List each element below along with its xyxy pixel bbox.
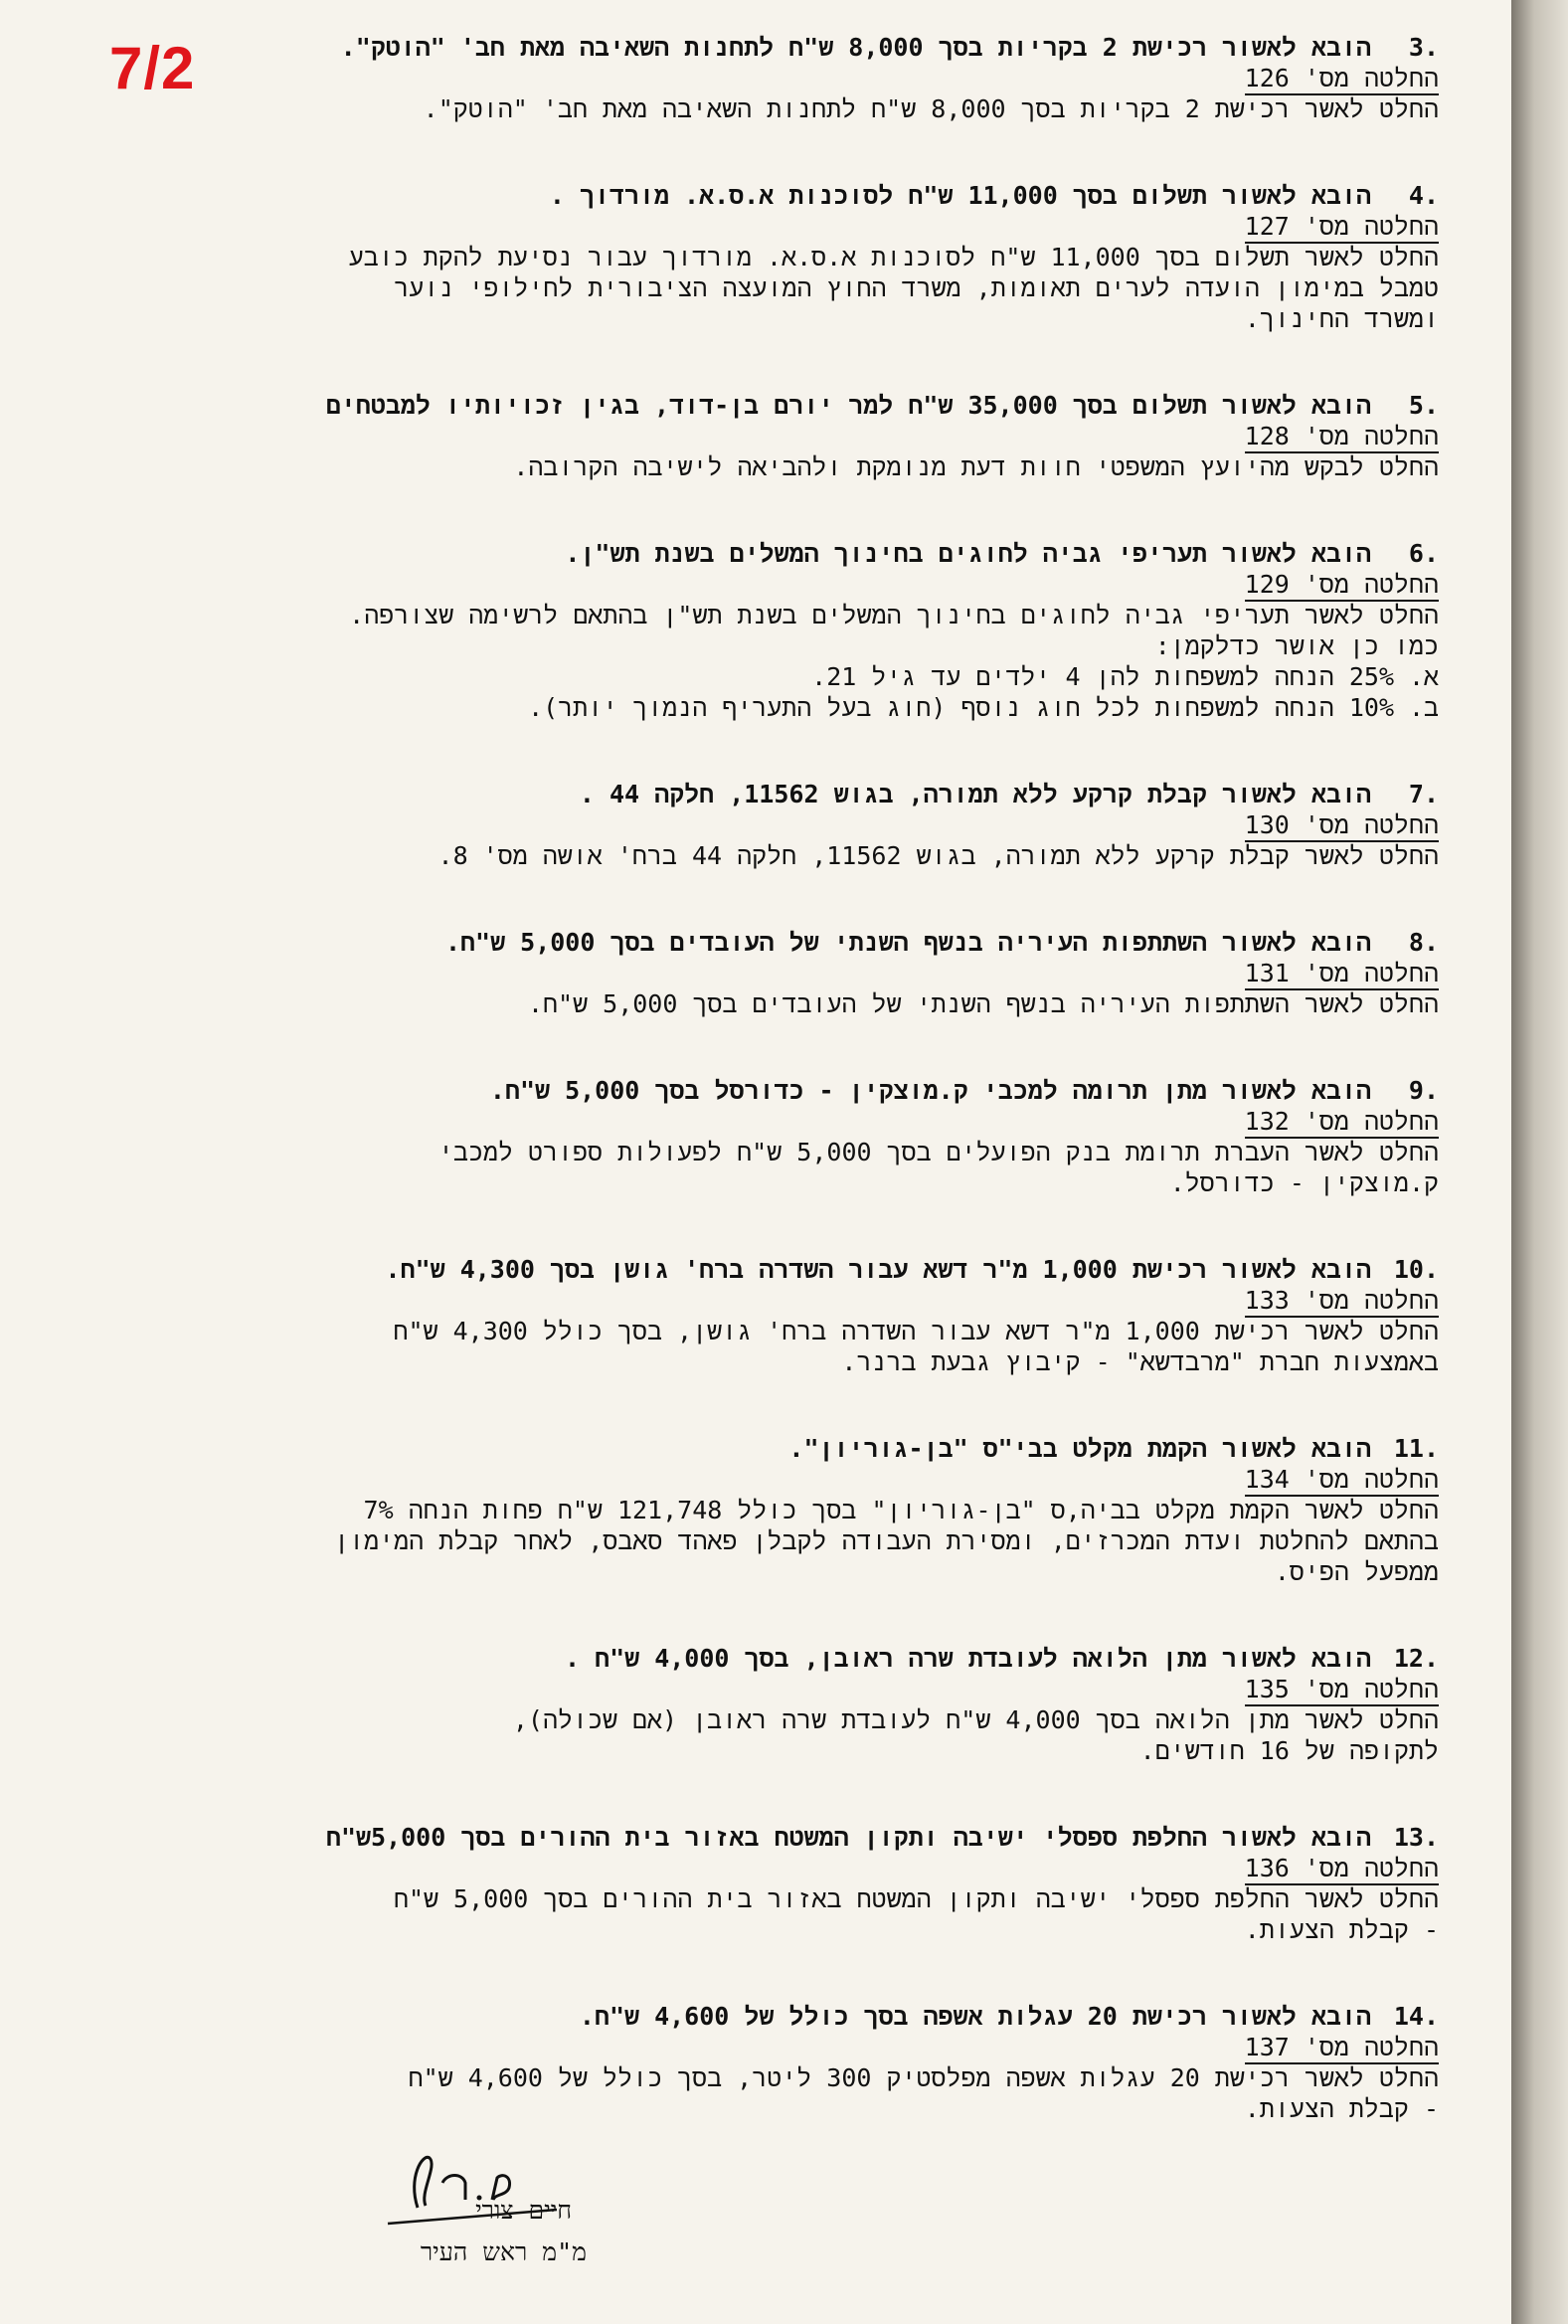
signature-block <box>368 2138 587 2307</box>
item-subject: הובא לאשור מתן הלואה לעובדת שרה ראובן, בסך 4,000 ש"ח . <box>564 1644 1371 1673</box>
item-header <box>199 1075 1439 1106</box>
page-number-stamp: 7/2 <box>109 35 196 101</box>
agenda-item <box>199 1433 1439 1587</box>
item-subject: הובא לאשור הקמת מקלט בבי"ס "בן-גוריון". <box>788 1434 1371 1463</box>
item-subject: הובא לאשור תשלום בסך 11,000 ש"ח לסוכנות א.ס.א. מורדוך . <box>549 181 1371 210</box>
decision-number: החלטה מס' 135 <box>1245 1675 1439 1706</box>
item-subject: הובא לאשור השתתפות העיריה בנשף השנתי של העובדים בסך 5,000 ש"ח. <box>444 928 1371 957</box>
agenda-item <box>199 1643 1439 1766</box>
decision-text-line: - קבלת הצעות. <box>1244 2094 1439 2123</box>
agenda-item <box>199 927 1439 1019</box>
decision-text-line: החלט לאשר תעריפי גביה לחוגים בחינוך המשלים בשנת תש"ן בהתאם לרשימה שצורפה. <box>349 601 1439 629</box>
decision-text-line: החלט לאשר השתתפות העיריה בנשף השנתי של העובדים בסך 5,000 ש"ח. <box>527 989 1439 1018</box>
decision-number-row <box>199 1106 1439 1137</box>
agenda-item <box>199 538 1439 723</box>
item-header <box>199 2001 1439 2032</box>
decision-text-line: החלט לאשר החלפת ספסלי ישיבה ותקון המשטח באזור בית ההורים בסך 5,000 ש"ח <box>393 1884 1439 1913</box>
decision-text-line: - קבלת הצעות. <box>1244 1915 1439 1944</box>
decision-text-line: החלט לאשר רכישת 1,000 מ"ר דשא עבור השדרה ברח' גושן, בסך כולל 4,300 ש"ח <box>393 1317 1439 1345</box>
decision-text-line: החלט לאשר קבלת קרקע ללא תמורה, בגוש 11562, חלקה 44 ברח' אושה מס' 8. <box>437 841 1439 870</box>
item-number: .13 <box>1393 1823 1439 1852</box>
subclause-text: 10% הנחה למשפחות לכל חוג נוסף (חוג בעל התעריף הנמוך יותר). <box>528 693 1394 722</box>
decision-number: החלטה מס' 126 <box>1245 64 1439 95</box>
agenda-item <box>199 779 1439 871</box>
agenda-item <box>199 2001 1439 2124</box>
meeting-minutes-body <box>199 32 1439 2180</box>
item-header <box>199 1254 1439 1285</box>
decision-number: החלטה מס' 128 <box>1245 422 1439 453</box>
item-number: .10 <box>1393 1255 1439 1284</box>
item-number: .9 <box>1408 1076 1439 1105</box>
item-subject: הובא לאשור תעריפי גביה לחוגים בחינוך המשלים בשנת תש"ן. <box>565 539 1371 568</box>
decision-text-line: החלט לאשר העברת תרומת בנק הפועלים בסך 5,000 ש"ח לפעולות ספורט למכבי <box>437 1138 1439 1166</box>
decision-number-row <box>199 2032 1439 2062</box>
decision-number: החלטה מס' 137 <box>1245 2033 1439 2064</box>
signatory-title: מ"מ ראש העיר <box>420 2237 587 2266</box>
agenda-item <box>199 1822 1439 1945</box>
subclause-letter: א. <box>1408 662 1439 691</box>
item-header <box>199 538 1439 569</box>
decision-text-line: ממפעל הפיס. <box>1274 1557 1439 1586</box>
decision-number-row <box>199 1285 1439 1316</box>
decision-number-row <box>199 1853 1439 1883</box>
decision-text-line: טמבל במימון הועדה לערים תאומות, משרד החוץ המועצה הציבורית לחילופי נוער <box>394 273 1439 302</box>
decision-text-line: לתקופה של 16 חודשים. <box>1139 1736 1439 1765</box>
item-number: .12 <box>1393 1644 1439 1673</box>
item-number: .5 <box>1408 391 1439 420</box>
decision-number-row <box>199 1674 1439 1704</box>
item-header <box>199 779 1439 809</box>
item-header <box>199 1822 1439 1853</box>
item-subject: הובא לאשור קבלת קרקע ללא תמורה, בגוש 11562, חלקה 44 . <box>579 780 1371 808</box>
item-number: .7 <box>1408 780 1439 808</box>
decision-text-line: ק.מוצקין - כדורסל. <box>1169 1168 1439 1197</box>
agenda-item <box>199 32 1439 124</box>
item-number: .6 <box>1408 539 1439 568</box>
item-subject: הובא לאשור מתן תרומה למכבי ק.מוצקין - כדורסל בסך 5,000 ש"ח. <box>489 1076 1371 1105</box>
decision-subclause <box>199 692 1439 723</box>
decision-text-line: החלט לאשר מתן הלואה בסך 4,000 ש"ח לעובדת שרה ראובן (אם שכולה), <box>512 1705 1439 1734</box>
item-subject: הובא לאשור רכישת 2 בקריות בסך 8,000 ש"ח לתחנות השאיבה מאת חב' "הוטק". <box>340 33 1371 62</box>
decision-text-line: באמצעות חברת "מרבדשא" - קיבוץ גבעת ברנר. <box>841 1347 1439 1376</box>
page-binding <box>1511 0 1568 2324</box>
item-subject: הובא לאשור תשלום בסך 35,000 ש"ח למר יורם בן-דוד, בגין זכויותיו למבטחים <box>325 391 1371 420</box>
decision-number-row <box>199 1464 1439 1495</box>
item-header <box>199 390 1439 421</box>
signatory-name: חיים צורי <box>475 2196 572 2225</box>
item-subject: הובא לאשור החלפת ספסלי ישיבה ותקון המשטח באזור בית ההורים בסך 5,000ש"ח <box>325 1823 1371 1852</box>
decision-number-row <box>199 809 1439 840</box>
item-number: .4 <box>1408 181 1439 210</box>
decision-text-line: כמו כן אושר כדלקמן: <box>1154 631 1439 660</box>
decision-text-line: החלט לאשר רכישת 20 עגלות אשפה מפלסטיק 300 ליטר, בסך כולל של 4,600 ש"ח <box>408 2063 1439 2092</box>
decision-text-line: בהתאם להחלטת ועדת המכרזים, ומסירת העבודה לקבלן פאהד סאבס, לאחר קבלת המימון <box>334 1526 1439 1555</box>
item-header <box>199 32 1439 63</box>
decision-number: החלטה מס' 131 <box>1245 959 1439 990</box>
decision-number: החלטה מס' 132 <box>1245 1107 1439 1139</box>
decision-number: החלטה מס' 129 <box>1245 570 1439 602</box>
decision-number: החלטה מס' 130 <box>1245 810 1439 842</box>
decision-number-row <box>199 421 1439 451</box>
item-header <box>199 180 1439 211</box>
subclause-text: 25% הנחה למשפחות להן 4 ילדים עד גיל 21. <box>811 662 1394 691</box>
item-number: .8 <box>1408 928 1439 957</box>
decision-text-line: החלט לאשר הקמת מקלט בביה,ס "בן-גוריון" בסך כולל 121,748 ש"ח פחות הנחה 7% <box>363 1496 1439 1524</box>
decision-number: החלטה מס' 133 <box>1245 1286 1439 1318</box>
agenda-item <box>199 1075 1439 1198</box>
decision-text-line: החלט לאשר תשלום בסך 11,000 ש"ח לסוכנות א.ס.א. מורדוך עבור נסיעת להקת כובע <box>348 243 1439 271</box>
subclause-letter: ב. <box>1408 693 1439 722</box>
item-subject: הובא לאשור רכישת 1,000 מ"ר דשא עבור השדרה ברח' גושן בסך 4,300 ש"ח. <box>385 1255 1371 1284</box>
item-header <box>199 1643 1439 1674</box>
decision-number-row <box>199 63 1439 93</box>
agenda-item <box>199 1254 1439 1377</box>
decision-number: החלטה מס' 127 <box>1245 212 1439 244</box>
decision-number-row <box>199 958 1439 988</box>
item-header <box>199 927 1439 958</box>
decision-text-line: החלט לאשר רכישת 2 בקריות בסך 8,000 ש"ח לתחנות השאיבה מאת חב' "הוטק". <box>423 94 1439 123</box>
decision-number-row <box>199 211 1439 242</box>
decision-text-line: החלט לבקש מהיועץ המשפטי חוות דעת מנומקת ולהביאה לישיבה הקרובה. <box>513 452 1439 481</box>
agenda-item <box>199 180 1439 334</box>
decision-number-row <box>199 569 1439 600</box>
agenda-item <box>199 390 1439 482</box>
item-number: .14 <box>1393 2002 1439 2031</box>
item-number: .11 <box>1393 1434 1439 1463</box>
item-number: .3 <box>1408 33 1439 62</box>
decision-number: החלטה מס' 136 <box>1245 1854 1439 1885</box>
item-header <box>199 1433 1439 1464</box>
decision-subclause <box>199 661 1439 692</box>
decision-text-line: ומשרד החינוך. <box>1244 304 1439 333</box>
item-subject: הובא לאשור רכישת 20 עגלות אשפה בסך כולל של 4,600 ש"ח. <box>579 2002 1371 2031</box>
decision-number: החלטה מס' 134 <box>1245 1465 1439 1497</box>
